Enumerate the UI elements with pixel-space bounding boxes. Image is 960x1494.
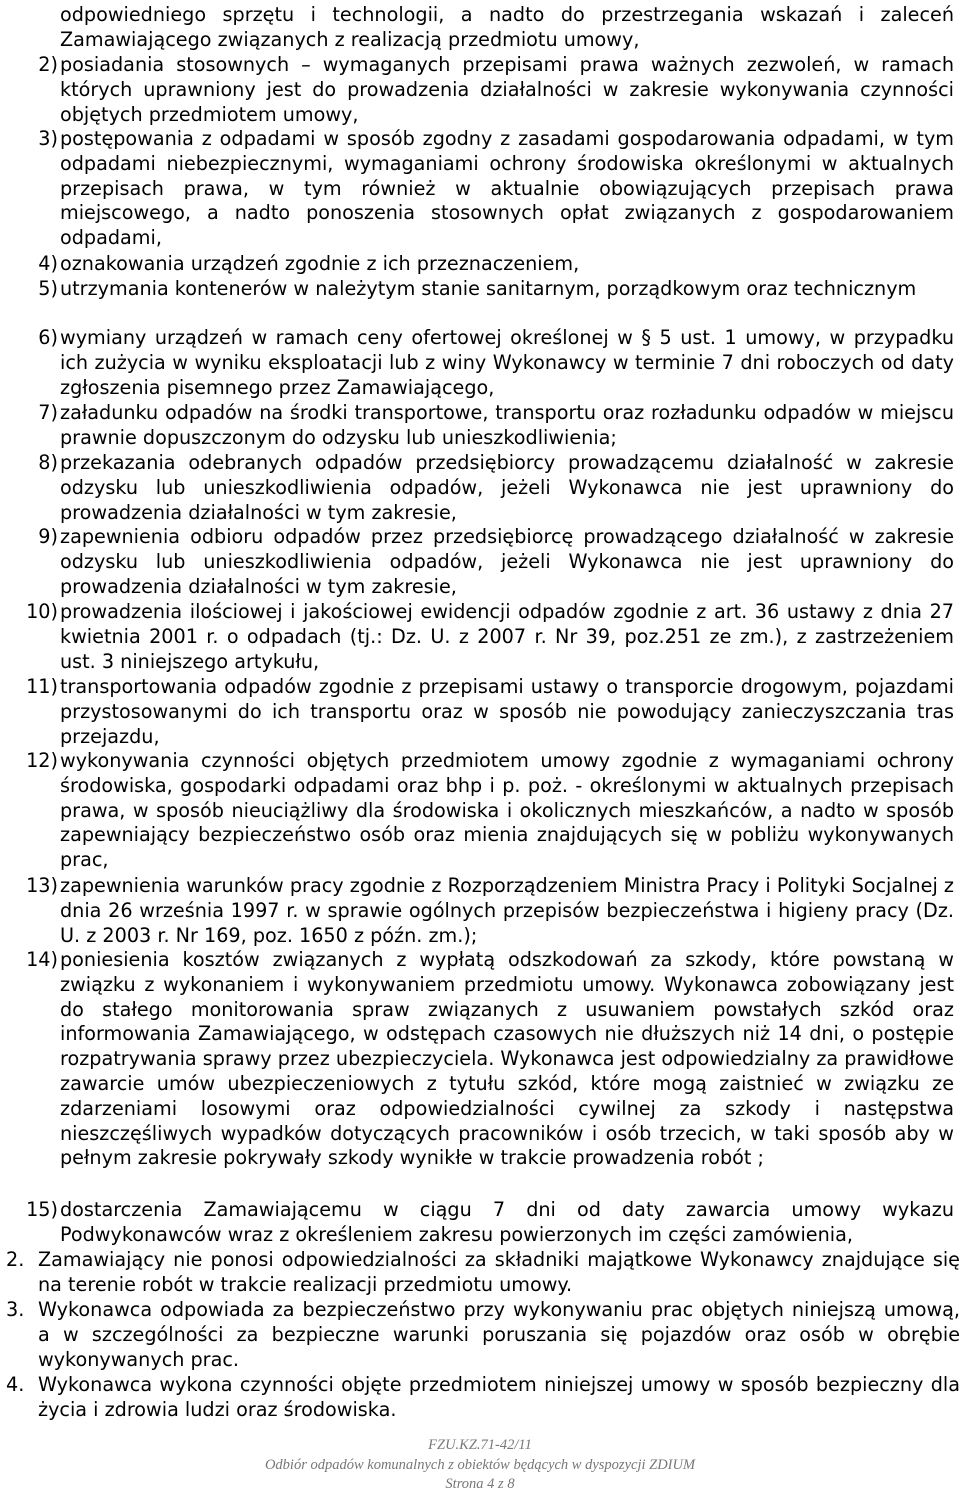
item-text: wymiany urządzeń w ramach ceny ofertowej określonej w § 5 ust. 1 umowy, w przypadku ich zużycia w wyniku eksploatacji lub z winy Wykonawcy w terminie 7 dni roboczych od daty zgłoszenia pisemnego przez Zamawiającego, (60, 326, 954, 399)
item-number: 3. (6, 1298, 25, 1321)
item-text: Wykonawca odpowiada za bezpieczeństwo przy wykonywaniu prac objętych niniejszą umową, a w szczególności za bezpieczne warunki poruszania się pojazdów oraz osób w obrębie wykonywanych prac. (38, 1298, 960, 1371)
item-text: wykonywania czynności objętych przedmiotem umowy zgodnie z wymaganiami ochrony środowiska, gospodarki odpadami oraz bhp i p. poż. - określonymi w aktualnych przepisach prawa, w sposób nieuciążliwy dla środowiska i okolicznych mieszkańców, a nadto w sposób zapewniający bezpieczeństwo osób oraz mienia znajdujących się w pobliżu wykonywanych prac, (60, 749, 954, 872)
footer-reference: FZU.KZ.71-42/11 (428, 1437, 532, 1453)
item-text: zapewnienia odbioru odpadów przez przedsiębiorcę prowadzącego działalność w zakresie odzysku lub unieszkodliwienia odpadów, jeżeli Wykonawca nie jest uprawniony do prowadzenia działalności w tym zakresie, (60, 525, 954, 598)
item-text: poniesienia kosztów związanych z wypłatą odszkodowań za szkody, które powstaną w związku z wykonaniem i wykonywaniem przedmiotu umowy. Wykonawca zobowiązany jest do stałego monitorowania spraw związanych z usuwaniem powstałych szkód oraz informowania Zamawiającego, w odstępach czasowych nie dłuższych niż 14 dni, o postępie rozpatrywania sprawy przez ubezpieczyciela. Wykonawca jest odpowiedzialny za prawidłowe zawarcie umów ubezpieczeniowych z tytułu szkód, które mogą zaistnieć w związku ze zdarzeniami losowymi oraz odpowiedzialności cywilnej za szkody i następstwa nieszczęśliwych wypadków dotyczących pracowników i osób trzecich, w taki sposób aby w pełnym zakresie pokrywały szkody wynikłe w trakcie prowadzenia robót ; (60, 948, 954, 1170)
item-text: prowadzenia ilościowej i jakościowej ewidencji odpadów zgodnie z art. 36 ustawy z dnia 27 kwietnia 2001 r. o odpadach (tj.: Dz. U. z 2007 r. Nr 39, poz.251 ze zm.), z zastrzeżeniem ust. 3 niniejszego artykułu, (60, 600, 954, 673)
item-number: 9) (38, 525, 58, 548)
footer-title: Odbiór odpadów komunalnych z obiektów będących w dyspozycji ZDIUM (264, 1457, 696, 1473)
item-number: 6) (38, 326, 58, 349)
item-text: dostarczenia Zamawiającemu w ciągu 7 dni od daty zawarcia umowy wykazu Podwykonawców wraz z określeniem zakresu powierzonych im części zamówienia, (60, 1198, 954, 1246)
item-number: 14) (26, 948, 58, 971)
item-number: 5) (38, 277, 58, 300)
item-text: załadunku odpadów na środki transportowe, transportu oraz rozładunku odpadów w miejscu prawnie dopuszczonym do odzysku lub unieszkodliwienia; (60, 401, 954, 449)
item-number: 10) (26, 600, 58, 623)
item-number: 2) (38, 53, 58, 76)
item-text: utrzymania kontenerów w należytym stanie sanitarnym, porządkowym oraz technicznym (60, 277, 917, 300)
item-text: Wykonawca wykona czynności objęte przedmiotem niniejszej umowy w sposób bezpieczny dla życia i zdrowia ludzi oraz środowiska. (38, 1373, 960, 1421)
item-number: 13) (26, 874, 58, 897)
item-number: 4) (38, 252, 58, 275)
item-number: 7) (38, 401, 58, 424)
footer-page-number: Strona 4 z 8 (445, 1476, 515, 1492)
item-number: 2. (6, 1248, 25, 1271)
item-text: oznakowania urządzeń zgodnie z ich przeznaczeniem, (60, 252, 580, 275)
item-number: 8) (38, 451, 58, 474)
item-text: zapewnienia warunków pracy zgodnie z Rozporządzeniem Ministra Pracy i Polityki Socjalnej z dnia 26 września 1997 r. w sprawie ogólnych przepisów bezpieczeństwa i higieny pracy (Dz. U. z 2003 r. Nr 169, poz. 1650 z późn. zm.); (60, 874, 954, 947)
item-number: 11) (26, 675, 58, 698)
item-number: 15) (26, 1198, 58, 1221)
item-text: Zamawiający nie ponosi odpowiedzialności za składniki majątkowe Wykonawcy znajdujące się na terenie robót w trakcie realizacji przedmiotu umowy. (38, 1248, 960, 1296)
item-number: 3) (38, 127, 58, 150)
item-number: 4. (6, 1373, 25, 1396)
lead-paragraph: odpowiedniego sprzętu i technologii, a nadto do przestrzegania wskazań i zaleceń Zamawiającego związanych z realizacją przedmiotu umowy, (60, 3, 954, 51)
item-text: posiadania stosownych – wymaganych przepisami prawa ważnych zezwoleń, w ramach których uprawniony jest do prowadzenia działalności w zakresie wykonywania czynności objętych przedmiotem umowy, (60, 53, 954, 126)
item-text: postępowania z odpadami w sposób zgodny z zasadami gospodarowania odpadami, w tym odpadami niebezpiecznymi, wymaganiami ochrony środowiska określonymi w aktualnych przepisach prawa, w tym również w aktualnie obowiązujących przepisach prawa miejscowego, a nadto ponoszenia stosownych opłat związanych z gospodarowaniem odpadami, (60, 127, 954, 250)
item-text: transportowania odpadów zgodnie z przepisami ustawy o transporcie drogowym, pojazdami przystosowanymi do ich transportu oraz w sposób nie powodujący zanieczyszczania tras przejazdu, (60, 675, 954, 748)
item-number: 12) (26, 749, 58, 772)
item-text: przekazania odebranych odpadów przedsiębiorcy prowadzącemu działalność w zakresie odzysku lub unieszkodliwienia odpadów, jeżeli Wykonawca nie jest uprawniony do prowadzenia działalności w tym zakresie, (60, 451, 954, 524)
